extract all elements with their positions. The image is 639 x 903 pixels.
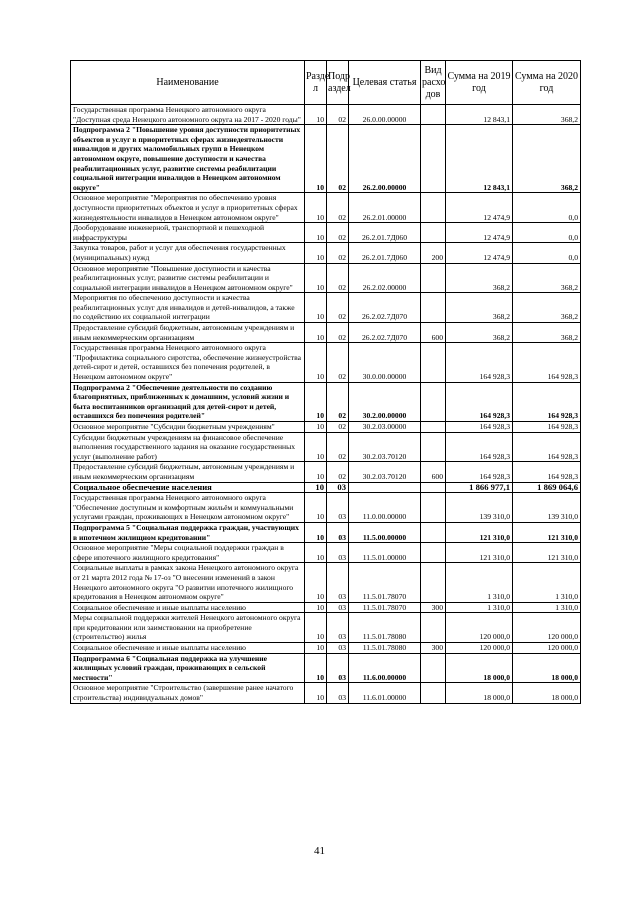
row-section: 10 [305, 602, 327, 613]
row-expense-type [421, 563, 446, 602]
row-target: 11.5.01.78080 [349, 643, 421, 654]
table-row [71, 613, 581, 643]
row-expense-type: 200 [421, 243, 446, 263]
row-subsection: 03 [327, 653, 349, 683]
row-target: 11.5.01.78070 [349, 602, 421, 613]
row-sum-2020: 121 310,0 [513, 522, 581, 542]
row-sum-2020: 368,2 [513, 293, 581, 323]
row-expense-type [421, 293, 446, 323]
row-name: Государственная программа Ненецкого автономного округа "Профилактика социального сиротства, обеспечение жизнеустройства детей-сирот и детей, оставшихся без попечения родителей, в Ненецком автономном округе" [71, 343, 305, 382]
table-row [71, 193, 581, 223]
row-section: 10 [305, 643, 327, 654]
row-sum-2020: 164 928,3 [513, 432, 581, 462]
row-section: 10 [305, 462, 327, 482]
row-target: 11.5.01.78070 [349, 563, 421, 602]
table-row [71, 522, 581, 542]
header-target: Целевая статья [349, 61, 421, 105]
row-expense-type [421, 125, 446, 193]
row-name: Основное мероприятие "Строительство (завершение ранее начатого строительства) индивидуальных домов" [71, 683, 305, 703]
row-expense-type [421, 105, 446, 125]
row-sum-2019: 12 474,9 [446, 223, 513, 243]
table-row [71, 432, 581, 462]
row-name: Субсидии бюджетным учреждениям на финансовое обеспечение выполнения государственного задания на оказание государственных услуг (выполнение работ) [71, 432, 305, 462]
row-sum-2019: 18 000,0 [446, 653, 513, 683]
row-sum-2019: 164 928,3 [446, 462, 513, 482]
row-subsection: 02 [327, 105, 349, 125]
table-row [71, 493, 581, 523]
row-sum-2020: 120 000,0 [513, 613, 581, 643]
row-target: 11.5.01.78080 [349, 613, 421, 643]
row-sum-2019: 368,2 [446, 263, 513, 293]
row-section: 10 [305, 263, 327, 293]
row-subsection: 03 [327, 493, 349, 523]
row-sum-2020: 368,2 [513, 125, 581, 193]
row-name: Социальное обеспечение и иные выплаты населению [71, 602, 305, 613]
row-target: 30.2.03.70120 [349, 462, 421, 482]
row-sum-2020: 121 310,0 [513, 543, 581, 563]
table-row [71, 683, 581, 703]
row-sum-2019: 120 000,0 [446, 643, 513, 654]
row-sum-2020: 164 928,3 [513, 382, 581, 421]
row-target: 11.6.00.00000 [349, 653, 421, 683]
row-name: Основное мероприятие "Меры социальной поддержки граждан в сфере ипотечного жилищного кредитования" [71, 543, 305, 563]
header-section: Разде л [305, 61, 327, 105]
row-subsection: 03 [327, 602, 349, 613]
header-expense-type: Вид расхо дов [421, 61, 446, 105]
row-target: 30.0.00.00000 [349, 343, 421, 382]
row-subsection: 02 [327, 382, 349, 421]
row-section: 10 [305, 422, 327, 433]
row-sum-2020: 1 869 064,6 [513, 482, 581, 493]
table-row [71, 482, 581, 493]
row-subsection: 02 [327, 243, 349, 263]
row-target: 26.2.02.7Д070 [349, 293, 421, 323]
table-row [71, 602, 581, 613]
row-sum-2019: 164 928,3 [446, 343, 513, 382]
row-subsection: 02 [327, 223, 349, 243]
table-row [71, 343, 581, 382]
row-target: 26.2.00.00000 [349, 125, 421, 193]
row-name: Социальные выплаты в рамках закона Ненецкого автономного округа от 21 марта 2012 года № 17-оз "О внесении изменений в закон Ненецкого автономного округа "О развитии ипотечного жилищного кредитования в Ненецком автономном округе" [71, 563, 305, 602]
row-target: 26.2.01.7Д060 [349, 243, 421, 263]
table-row [71, 382, 581, 421]
row-subsection: 03 [327, 563, 349, 602]
row-sum-2019: 120 000,0 [446, 613, 513, 643]
row-sum-2019: 12 843,1 [446, 125, 513, 193]
row-sum-2019: 121 310,0 [446, 543, 513, 563]
row-subsection: 03 [327, 683, 349, 703]
row-target: 26.0.00.00000 [349, 105, 421, 125]
row-expense-type [421, 522, 446, 542]
row-expense-type [421, 543, 446, 563]
table-row [71, 125, 581, 193]
row-section: 10 [305, 543, 327, 563]
row-section: 10 [305, 482, 327, 493]
row-sum-2020: 18 000,0 [513, 653, 581, 683]
row-expense-type [421, 223, 446, 243]
table-row [71, 462, 581, 482]
row-sum-2019: 164 928,3 [446, 422, 513, 433]
row-sum-2020: 164 928,3 [513, 422, 581, 433]
row-sum-2019: 1 310,0 [446, 563, 513, 602]
row-name: Социальное обеспечение населения [71, 482, 305, 493]
row-section: 10 [305, 493, 327, 523]
row-section: 10 [305, 243, 327, 263]
row-subsection: 02 [327, 323, 349, 343]
row-sum-2019: 1 866 977,1 [446, 482, 513, 493]
header-subsection: Подр аздел [327, 61, 349, 105]
row-expense-type [421, 482, 446, 493]
row-sum-2020: 139 310,0 [513, 493, 581, 523]
row-name: Мероприятия по обеспечению доступности и качества реабилитационных услуг для инвалидов и детей-инвалидов, а также по содействию их социальной интеграции [71, 293, 305, 323]
row-sum-2020: 368,2 [513, 263, 581, 293]
row-sum-2020: 368,2 [513, 323, 581, 343]
row-target: 11.6.01.00000 [349, 683, 421, 703]
header-name: Наименование [71, 61, 305, 105]
row-section: 10 [305, 563, 327, 602]
row-name: Закупка товаров, работ и услуг для обеспечения государственных (муниципальных) нужд [71, 243, 305, 263]
row-expense-type: 600 [421, 323, 446, 343]
row-subsection: 03 [327, 643, 349, 654]
row-section: 10 [305, 125, 327, 193]
row-name: Социальное обеспечение и иные выплаты населению [71, 643, 305, 654]
row-sum-2019: 368,2 [446, 293, 513, 323]
row-target: 26.2.01.7Д060 [349, 223, 421, 243]
row-name: Подпрограмма 2 "Повышение уровня доступности приоритетных объектов и услуг в приоритетных сферах жизнедеятельности инвалидов и других маломобильных групп в Ненецком автономном округе, повышение доступности и качества реабилитационных услуг, развитие системы реабилитации социальной интеграции инвалидов в Ненецком автономном округе" [71, 125, 305, 193]
row-expense-type [421, 432, 446, 462]
row-section: 10 [305, 653, 327, 683]
row-sum-2020: 1 310,0 [513, 563, 581, 602]
table-row [71, 323, 581, 343]
row-name: Основное мероприятие "Повышение доступности и качества реабилитационных услуг, развитие системы реабилитации и социальной интеграции инвалидов в Ненецком автономном округе" [71, 263, 305, 293]
table-row [71, 543, 581, 563]
table-row [71, 563, 581, 602]
row-expense-type: 300 [421, 602, 446, 613]
row-target: 30.2.00.00000 [349, 382, 421, 421]
row-subsection: 02 [327, 462, 349, 482]
row-name: Меры социальной поддержки жителей Ненецкого автономного округа при кредитовании или заимствовании на приобретение (строительство) жилья [71, 613, 305, 643]
row-target: 26.2.02.00000 [349, 263, 421, 293]
row-expense-type [421, 263, 446, 293]
row-section: 10 [305, 343, 327, 382]
row-sum-2019: 12 843,1 [446, 105, 513, 125]
row-sum-2019: 12 474,9 [446, 243, 513, 263]
row-name: Дооборудование инженерной, транспортной и пешеходной инфраструктуры [71, 223, 305, 243]
row-sum-2020: 368,2 [513, 105, 581, 125]
row-subsection: 02 [327, 422, 349, 433]
row-name: Государственная программа Ненецкого автономного округа "Доступная среда Ненецкого автономного округа на 2017 - 2020 годы" [71, 105, 305, 125]
row-target [349, 482, 421, 493]
table-row [71, 293, 581, 323]
table-row [71, 263, 581, 293]
row-expense-type [421, 343, 446, 382]
row-target: 26.2.02.7Д070 [349, 323, 421, 343]
row-sum-2019: 139 310,0 [446, 493, 513, 523]
row-name: Подпрограмма 6 "Социальная поддержка на улучшение жилищных условий граждан, проживающих в сельской местности" [71, 653, 305, 683]
table-row [71, 243, 581, 263]
row-section: 10 [305, 293, 327, 323]
row-sum-2020: 164 928,3 [513, 462, 581, 482]
row-name: Основное мероприятие "Мероприятия по обеспечению уровня доступности приоритетных объектов и услуг в приоритетных сферах жизнедеятельности инвалидов в Ненецком автономном округе" [71, 193, 305, 223]
row-sum-2020: 18 000,0 [513, 683, 581, 703]
row-section: 10 [305, 105, 327, 125]
row-target: 11.5.01.00000 [349, 543, 421, 563]
row-section: 10 [305, 382, 327, 421]
row-target: 30.2.03.70120 [349, 432, 421, 462]
row-expense-type [421, 653, 446, 683]
row-target: 30.2.03.00000 [349, 422, 421, 433]
row-section: 10 [305, 683, 327, 703]
row-sum-2019: 12 474,9 [446, 193, 513, 223]
row-subsection: 03 [327, 543, 349, 563]
row-expense-type [421, 613, 446, 643]
row-target: 11.0.00.00000 [349, 493, 421, 523]
row-section: 10 [305, 323, 327, 343]
row-sum-2019: 1 310,0 [446, 602, 513, 613]
row-target: 26.2.01.00000 [349, 193, 421, 223]
row-sum-2019: 18 000,0 [446, 683, 513, 703]
budget-table [70, 60, 581, 704]
row-sum-2019: 164 928,3 [446, 382, 513, 421]
row-subsection: 02 [327, 343, 349, 382]
row-subsection: 02 [327, 193, 349, 223]
table-row [71, 422, 581, 433]
row-expense-type [421, 683, 446, 703]
row-subsection: 02 [327, 293, 349, 323]
row-subsection: 02 [327, 432, 349, 462]
row-sum-2020: 164 928,3 [513, 343, 581, 382]
table-row [71, 653, 581, 683]
row-expense-type [421, 193, 446, 223]
table-row [71, 643, 581, 654]
page-number: 41 [314, 845, 325, 857]
row-section: 10 [305, 223, 327, 243]
table-row [71, 223, 581, 243]
row-sum-2020: 120 000,0 [513, 643, 581, 654]
row-sum-2020: 0,0 [513, 243, 581, 263]
header-sum-2020: Сумма на 2020 год [513, 61, 581, 105]
row-subsection: 02 [327, 263, 349, 293]
row-name: Подпрограмма 5 "Социальная поддержка граждан, участвующих в ипотечном жилищном кредитовании" [71, 522, 305, 542]
row-section: 10 [305, 613, 327, 643]
row-target: 11.5.00.00000 [349, 522, 421, 542]
row-subsection: 03 [327, 613, 349, 643]
row-sum-2019: 164 928,3 [446, 432, 513, 462]
row-expense-type: 600 [421, 462, 446, 482]
row-section: 10 [305, 193, 327, 223]
row-subsection: 02 [327, 125, 349, 193]
row-name: Основное мероприятие "Субсидии бюджетным учреждениям" [71, 422, 305, 433]
row-section: 10 [305, 522, 327, 542]
row-expense-type [421, 422, 446, 433]
row-name: Подпрограмма 2 "Обеспечение деятельности по созданию благоприятных, приближенных к домашним, условий жизни и быта воспитанников организаций для детей-сирот и детей, оставшихся без попечения родителей" [71, 382, 305, 421]
row-name: Государственная программа Ненецкого автономного округа "Обеспечение доступным и комфортным жильём и коммунальными услугами граждан, проживающих в Ненецком автономном округе" [71, 493, 305, 523]
table-header-row [71, 61, 581, 105]
header-sum-2019: Сумма на 2019 год [446, 61, 513, 105]
row-sum-2020: 1 310,0 [513, 602, 581, 613]
row-sum-2019: 121 310,0 [446, 522, 513, 542]
row-sum-2020: 0,0 [513, 223, 581, 243]
row-expense-type: 300 [421, 643, 446, 654]
row-name: Предоставление субсидий бюджетным, автономным учреждениям и иным некоммерческим организациям [71, 462, 305, 482]
row-subsection: 03 [327, 522, 349, 542]
row-subsection: 03 [327, 482, 349, 493]
row-sum-2020: 0,0 [513, 193, 581, 223]
row-name: Предоставление субсидий бюджетным, автономным учреждениям и иным некоммерческим организациям [71, 323, 305, 343]
row-expense-type [421, 382, 446, 421]
row-section: 10 [305, 432, 327, 462]
row-expense-type [421, 493, 446, 523]
row-sum-2019: 368,2 [446, 323, 513, 343]
table-row [71, 105, 581, 125]
